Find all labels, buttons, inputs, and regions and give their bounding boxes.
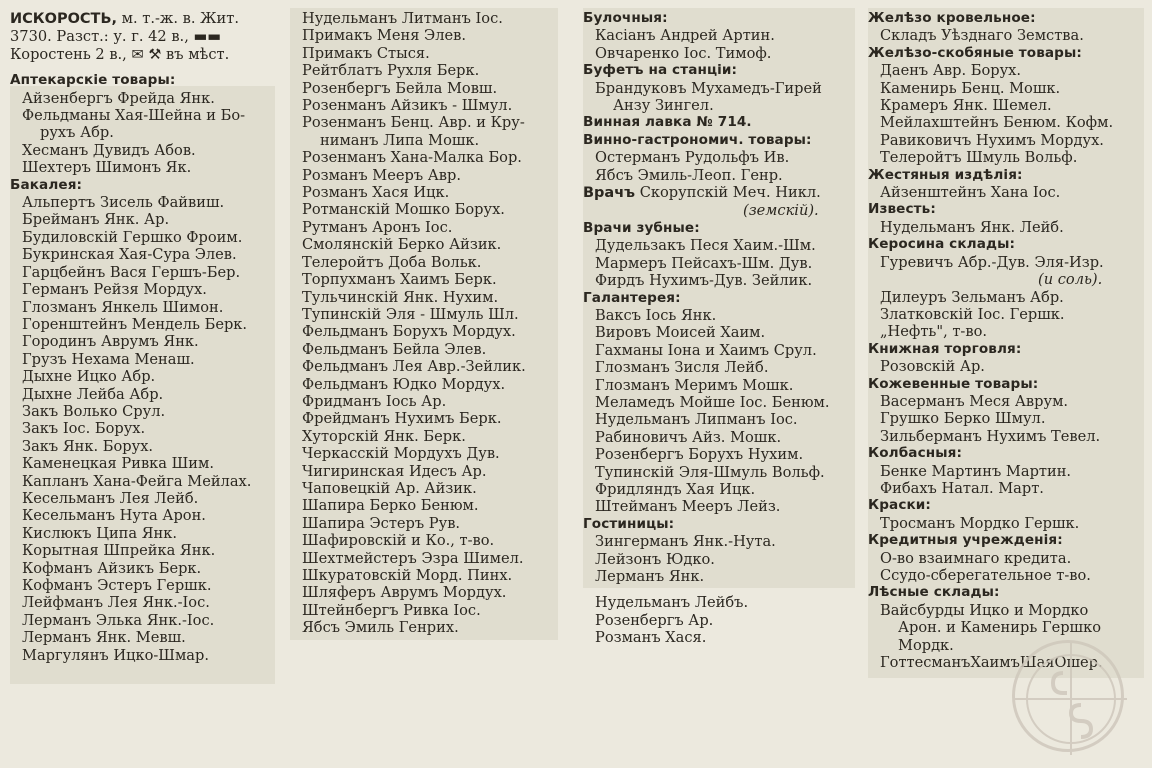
directory-entry: Ябсъ Эмиль-Леоп. Генр.	[595, 166, 783, 184]
directory-entry: Букринская Хая-Сура Элев.	[22, 246, 237, 264]
directory-entry: Закъ Янк. Борух.	[22, 437, 154, 455]
directory-entry: Тросманъ Мордко Гершк.	[880, 514, 1080, 532]
directory-entry: Глозманъ Зисля Лейб.	[595, 359, 769, 377]
directory-entry: Маргулянъ Ицко-Шмар.	[22, 646, 209, 664]
directory-entry: Зингерманъ Янк.-Нута.	[595, 533, 776, 551]
category-heading: Аптекарскіе товары:	[10, 72, 176, 89]
category-heading: Жестяныя издѣлія:	[868, 166, 1023, 183]
directory-entry: Телеройтъ Доба Вольк.	[302, 253, 482, 271]
directory-entry: Складъ Уѣзднаго Земства.	[880, 27, 1084, 45]
directory-entry: Примакъ Меня Элев.	[302, 27, 466, 45]
directory-entry: Фридляндъ Хая Ицк.	[595, 480, 756, 498]
directory-entry: Кофманъ Айзикъ Берк.	[22, 559, 202, 577]
category-heading: Лѣсные склады:	[868, 584, 1000, 601]
directory-entry: Дудельзакъ Песя Хаим.-Шм.	[595, 237, 816, 255]
town-info: 3730. Разст.: у. г. 42 в., ▬▬	[10, 28, 222, 46]
directory-entry: Мейлахштейнъ Бенюм. Кофм.	[880, 114, 1114, 132]
town-heading	[10, 10, 275, 28]
category-heading	[583, 184, 855, 202]
directory-entry: Ссудо-сберегательное т-во.	[880, 567, 1091, 584]
directory-entry: ГоттесманъХаимъШаяОшер.	[880, 654, 1103, 672]
directory-entry: Грушко Берко Шмул.	[880, 410, 1046, 428]
category-heading: Бакалея:	[10, 176, 83, 193]
category-heading: Кожевенные товары:	[868, 375, 1039, 392]
directory-entry: Грузъ Нехама Менаш.	[22, 350, 195, 368]
directory-entry: Гарцбейнъ Вася Гершъ-Бер.	[22, 263, 241, 281]
directory-entry: Тульчинскій Янк. Нухим.	[302, 288, 499, 306]
directory-entry: Каменирь Бенц. Мошк.	[880, 79, 1061, 97]
directory-entry: Рейтблатъ Рухля Берк.	[302, 62, 480, 80]
category-heading: Булочныя:	[583, 10, 668, 26]
directory-entry: Мармеръ Пейсахъ-Шм. Дув.	[595, 254, 813, 272]
category-heading: Колбасныя:	[868, 445, 962, 462]
directory-entry: Фирдъ Нухимъ-Дув. Зейлик.	[595, 272, 813, 290]
directory-entry: Шляферъ Аврумъ Мордух.	[302, 584, 507, 602]
directory-entry: Закъ Іос. Борух.	[22, 420, 146, 438]
directory-entry: Смолянскій Берко Айзик.	[302, 236, 502, 254]
directory-entry: Лейфманъ Лея Янк.-Іос.	[22, 594, 210, 612]
directory-entry: Ябсъ Эмиль Генрих.	[302, 619, 459, 637]
entry-continuation: Анзу Зингел.	[613, 97, 714, 115]
directory-entry: Глозманъ Янкель Шимон.	[22, 298, 224, 316]
directory-entry: Брандуковъ Мухамедъ-Гирей	[595, 79, 822, 97]
library-stamp-icon	[1012, 640, 1124, 752]
directory-entry: Горенштейнъ Мендель Берк.	[22, 315, 248, 333]
directory-entry: Фельдманы Хая-Шейна и Бо-	[22, 107, 246, 125]
directory-entry: Розманъ Мееръ Авр.	[302, 166, 461, 184]
directory-entry: Нудельманъ Липманъ Іос.	[595, 411, 798, 429]
entry-note: (и соль).	[1038, 271, 1103, 289]
directory-entry: Примакъ Стыся.	[302, 44, 430, 62]
directory-entry: Овчаренко Іос. Тимоф.	[595, 44, 772, 62]
directory-entry: Кесельманъ Нута Арон.	[22, 507, 206, 525]
directory-entry: Телеройтъ Шмуль Вольф.	[880, 149, 1078, 167]
category-heading: Буфетъ на станціи:	[583, 62, 738, 79]
directory-entry: Шафировскій и Ко., т-во.	[302, 532, 495, 550]
directory-entry: Ротманскій Мошко Борух.	[302, 201, 505, 219]
directory-entry: Гуревичъ Абр.-Дув. Эля-Изр.	[880, 253, 1104, 271]
entry-continuation: ниманъ Липа Мошк.	[320, 131, 480, 149]
town-info: Коростень 2 в., ✉ ⚒ въ мѣст.	[10, 45, 230, 63]
directory-entry: Ваксъ Іось Янк.	[595, 306, 717, 324]
directory-entry: Городинъ Аврумъ Янк.	[22, 333, 199, 351]
directory-entry: О-во взаимнаго кредита.	[880, 549, 1072, 567]
directory-entry: Лерманъ Янк.	[595, 568, 705, 585]
directory-entry: Лейзонъ Юдко.	[595, 550, 715, 568]
column-2	[290, 10, 558, 637]
directory-entry: Даенъ Авр. Борух.	[880, 62, 1022, 80]
directory-entry: Черкасскій Мордухъ Дув.	[302, 445, 500, 463]
directory-entry: Дыхне Лейба Абр.	[22, 385, 164, 403]
directory-entry: Чаповецкій Ар. Айзик.	[302, 479, 477, 497]
directory-entry: Нудельманъ Литманъ Іос.	[302, 10, 503, 27]
directory-entry: Розовскій Ар.	[880, 358, 985, 376]
directory-entry: Вировъ Моисей Хаим.	[595, 324, 766, 342]
directory-entry: Златковскій Іос. Гершк.	[880, 305, 1065, 323]
section-gap	[583, 585, 855, 594]
category-heading: Книжная торговля:	[868, 340, 1022, 357]
directory-entry: Германъ Рейзя Мордух.	[22, 281, 207, 299]
directory-entry: Розенбергъ Ар.	[595, 611, 714, 629]
heading-text: Скорупскій Меч. Никл.	[635, 184, 821, 202]
entry-note: (земскій).	[743, 202, 819, 220]
directory-entry: Розенманъ Хана-Малка Бор.	[302, 149, 522, 167]
entry-continuation: Арон. и Каменирь Гершко	[898, 619, 1102, 637]
directory-entry: Айзенбергъ Фрейда Янк.	[22, 89, 215, 107]
entry-continuation: рухъ Абр.	[40, 124, 114, 142]
directory-entry: Зильберманъ Нухимъ Тевел.	[880, 427, 1101, 445]
column-3	[583, 10, 855, 647]
directory-entry: Фельдманъ Бейла Элев.	[302, 340, 487, 358]
directory-entry: „Нефть", т-во.	[880, 323, 988, 341]
directory-entry: Нудельманъ Лейбъ.	[595, 594, 749, 612]
heading-text: м. т.-ж. в. Жит.	[117, 10, 239, 27]
directory-entry: Меламедъ Мойше Іос. Бенюм.	[595, 393, 830, 411]
directory-entry: Розманъ Хася.	[595, 629, 707, 647]
directory-entry: Кесельманъ Лея Лейб.	[22, 489, 199, 507]
directory-entry: Дилеуръ Зельманъ Абр.	[880, 288, 1064, 306]
directory-entry: Хуторскій Янк. Берк.	[302, 427, 466, 445]
directory-entry: Штейнбергъ Ривка Іос.	[302, 601, 481, 619]
category-heading: Желѣзо кровельное:	[868, 10, 1036, 26]
directory-entry: Фельдманъ Юдко Мордух.	[302, 375, 506, 393]
directory-entry: Касіанъ Андрей Артин.	[595, 27, 775, 45]
directory-entry: Розманъ Хася Ицк.	[302, 184, 450, 202]
directory-entry: Кофманъ Эстеръ Гершк.	[22, 577, 212, 594]
directory-entry: Фридманъ Іось Ар.	[302, 392, 447, 410]
directory-entry: Розенбергъ Бейла Мовш.	[302, 79, 498, 97]
directory-entry: Рабиновичъ Айз. Мошк.	[595, 428, 782, 446]
directory-entry: Шапира Берко Бенюм.	[302, 497, 479, 515]
column-4	[868, 10, 1144, 671]
directory-entry: Чигиринская Идесъ Ар.	[302, 462, 487, 480]
directory-entry: Закъ Волько Срул.	[22, 402, 166, 420]
directory-entry: Нудельманъ Янк. Лейб.	[880, 218, 1064, 236]
column-1	[10, 10, 275, 664]
directory-entry: Тупинскій Эля - Шмуль Шл.	[302, 305, 519, 323]
directory-entry: Тупинскій Эля-Шмуль Вольф.	[595, 463, 825, 481]
section-gap	[10, 63, 275, 72]
directory-entry: Крамеръ Янк. Шемел.	[880, 97, 1052, 115]
category-heading: Кредитныя учрежденія:	[868, 532, 1063, 549]
directory-entry: Розенманъ Айзикъ - Шмул.	[302, 97, 513, 115]
directory-entry: Шапира Эстеръ Рув.	[302, 514, 461, 532]
directory-entry: Рутманъ Аронъ Іос.	[302, 218, 453, 236]
directory-entry: Торпухманъ Хаимъ Берк.	[302, 271, 497, 289]
category-heading: Галантерея:	[583, 289, 681, 306]
directory-entry: Розенбергъ Борухъ Нухим.	[595, 446, 804, 464]
directory-entry: Фрейдманъ Нухимъ Берк.	[302, 410, 502, 428]
directory-entry: Остерманъ Рудольфъ Ив.	[595, 149, 790, 167]
category-heading: Винно-гастрономич. товары:	[583, 131, 812, 148]
directory-entry: Корытная Шпрейка Янк.	[22, 542, 216, 560]
directory-entry: Шехтмейстеръ Эзра Шимел.	[302, 549, 524, 567]
category-heading: Желѣзо-скобяные товары:	[868, 44, 1082, 61]
directory-entry: Лерманъ Янк. Мевш.	[22, 629, 186, 647]
directory-entry: Гахманы Іона и Хаимъ Срул.	[595, 341, 817, 359]
directory-entry: Вайсбурды Ицко и Мордко	[880, 601, 1089, 619]
directory-entry: Хесманъ Дувидъ Абов.	[22, 141, 196, 159]
directory-entry: Фельдманъ Лея Авр.-Зейлик.	[302, 358, 526, 376]
directory-entry: Глозманъ Меримъ Мошк.	[595, 376, 794, 394]
directory-entry: Равиковичъ Нухимъ Мордух.	[880, 131, 1104, 149]
directory-entry: Штейманъ Мееръ Лейз.	[595, 498, 781, 516]
directory-entry: Капланъ Хана-Фейга Мейлах.	[22, 472, 252, 490]
directory-entry: Шкуратовскій Морд. Пинх.	[302, 567, 513, 584]
directory-entry: Будиловскій Гершко Фроим.	[22, 228, 243, 246]
directory-entry: Брейманъ Янк. Ар.	[22, 211, 170, 229]
category-heading: Гостиницы:	[583, 515, 675, 532]
category-heading: Краски:	[868, 497, 931, 514]
entry-continuation: Мордк.	[898, 636, 954, 654]
directory-entry: Дыхне Ицко Абр.	[22, 368, 156, 386]
directory-entry: Фибахъ Натал. Март.	[880, 479, 1044, 497]
directory-entry: Фельдманъ Борухъ Мордух.	[302, 323, 516, 341]
directory-entry: Шехтеръ Шимонъ Як.	[22, 159, 192, 177]
heading-title: ИСКОРОСТЬ,	[10, 11, 118, 27]
category-heading: Известь:	[868, 201, 936, 218]
category-heading: Керосина склады:	[868, 236, 1016, 253]
heading-title: Врачъ	[583, 185, 636, 202]
directory-entry: Лерманъ Элька Янк.-Іос.	[22, 611, 215, 629]
directory-entry: Кислюкъ Ципа Янк.	[22, 524, 178, 542]
directory-entry: Каменецкая Ривка Шим.	[22, 455, 214, 473]
directory-entry: Альпертъ Зисель Файвиш.	[22, 194, 225, 212]
category-heading: Винная лавка № 714.	[583, 114, 752, 131]
directory-entry: Розенманъ Бенц. Авр. и Кру-	[302, 114, 525, 132]
category-heading: Врачи зубные:	[583, 219, 700, 236]
directory-entry: Айзенштейнъ Хана Іос.	[880, 184, 1061, 202]
directory-entry: Бенке Мартинъ Мартин.	[880, 462, 1072, 480]
directory-entry: Васерманъ Меся Аврум.	[880, 392, 1069, 410]
